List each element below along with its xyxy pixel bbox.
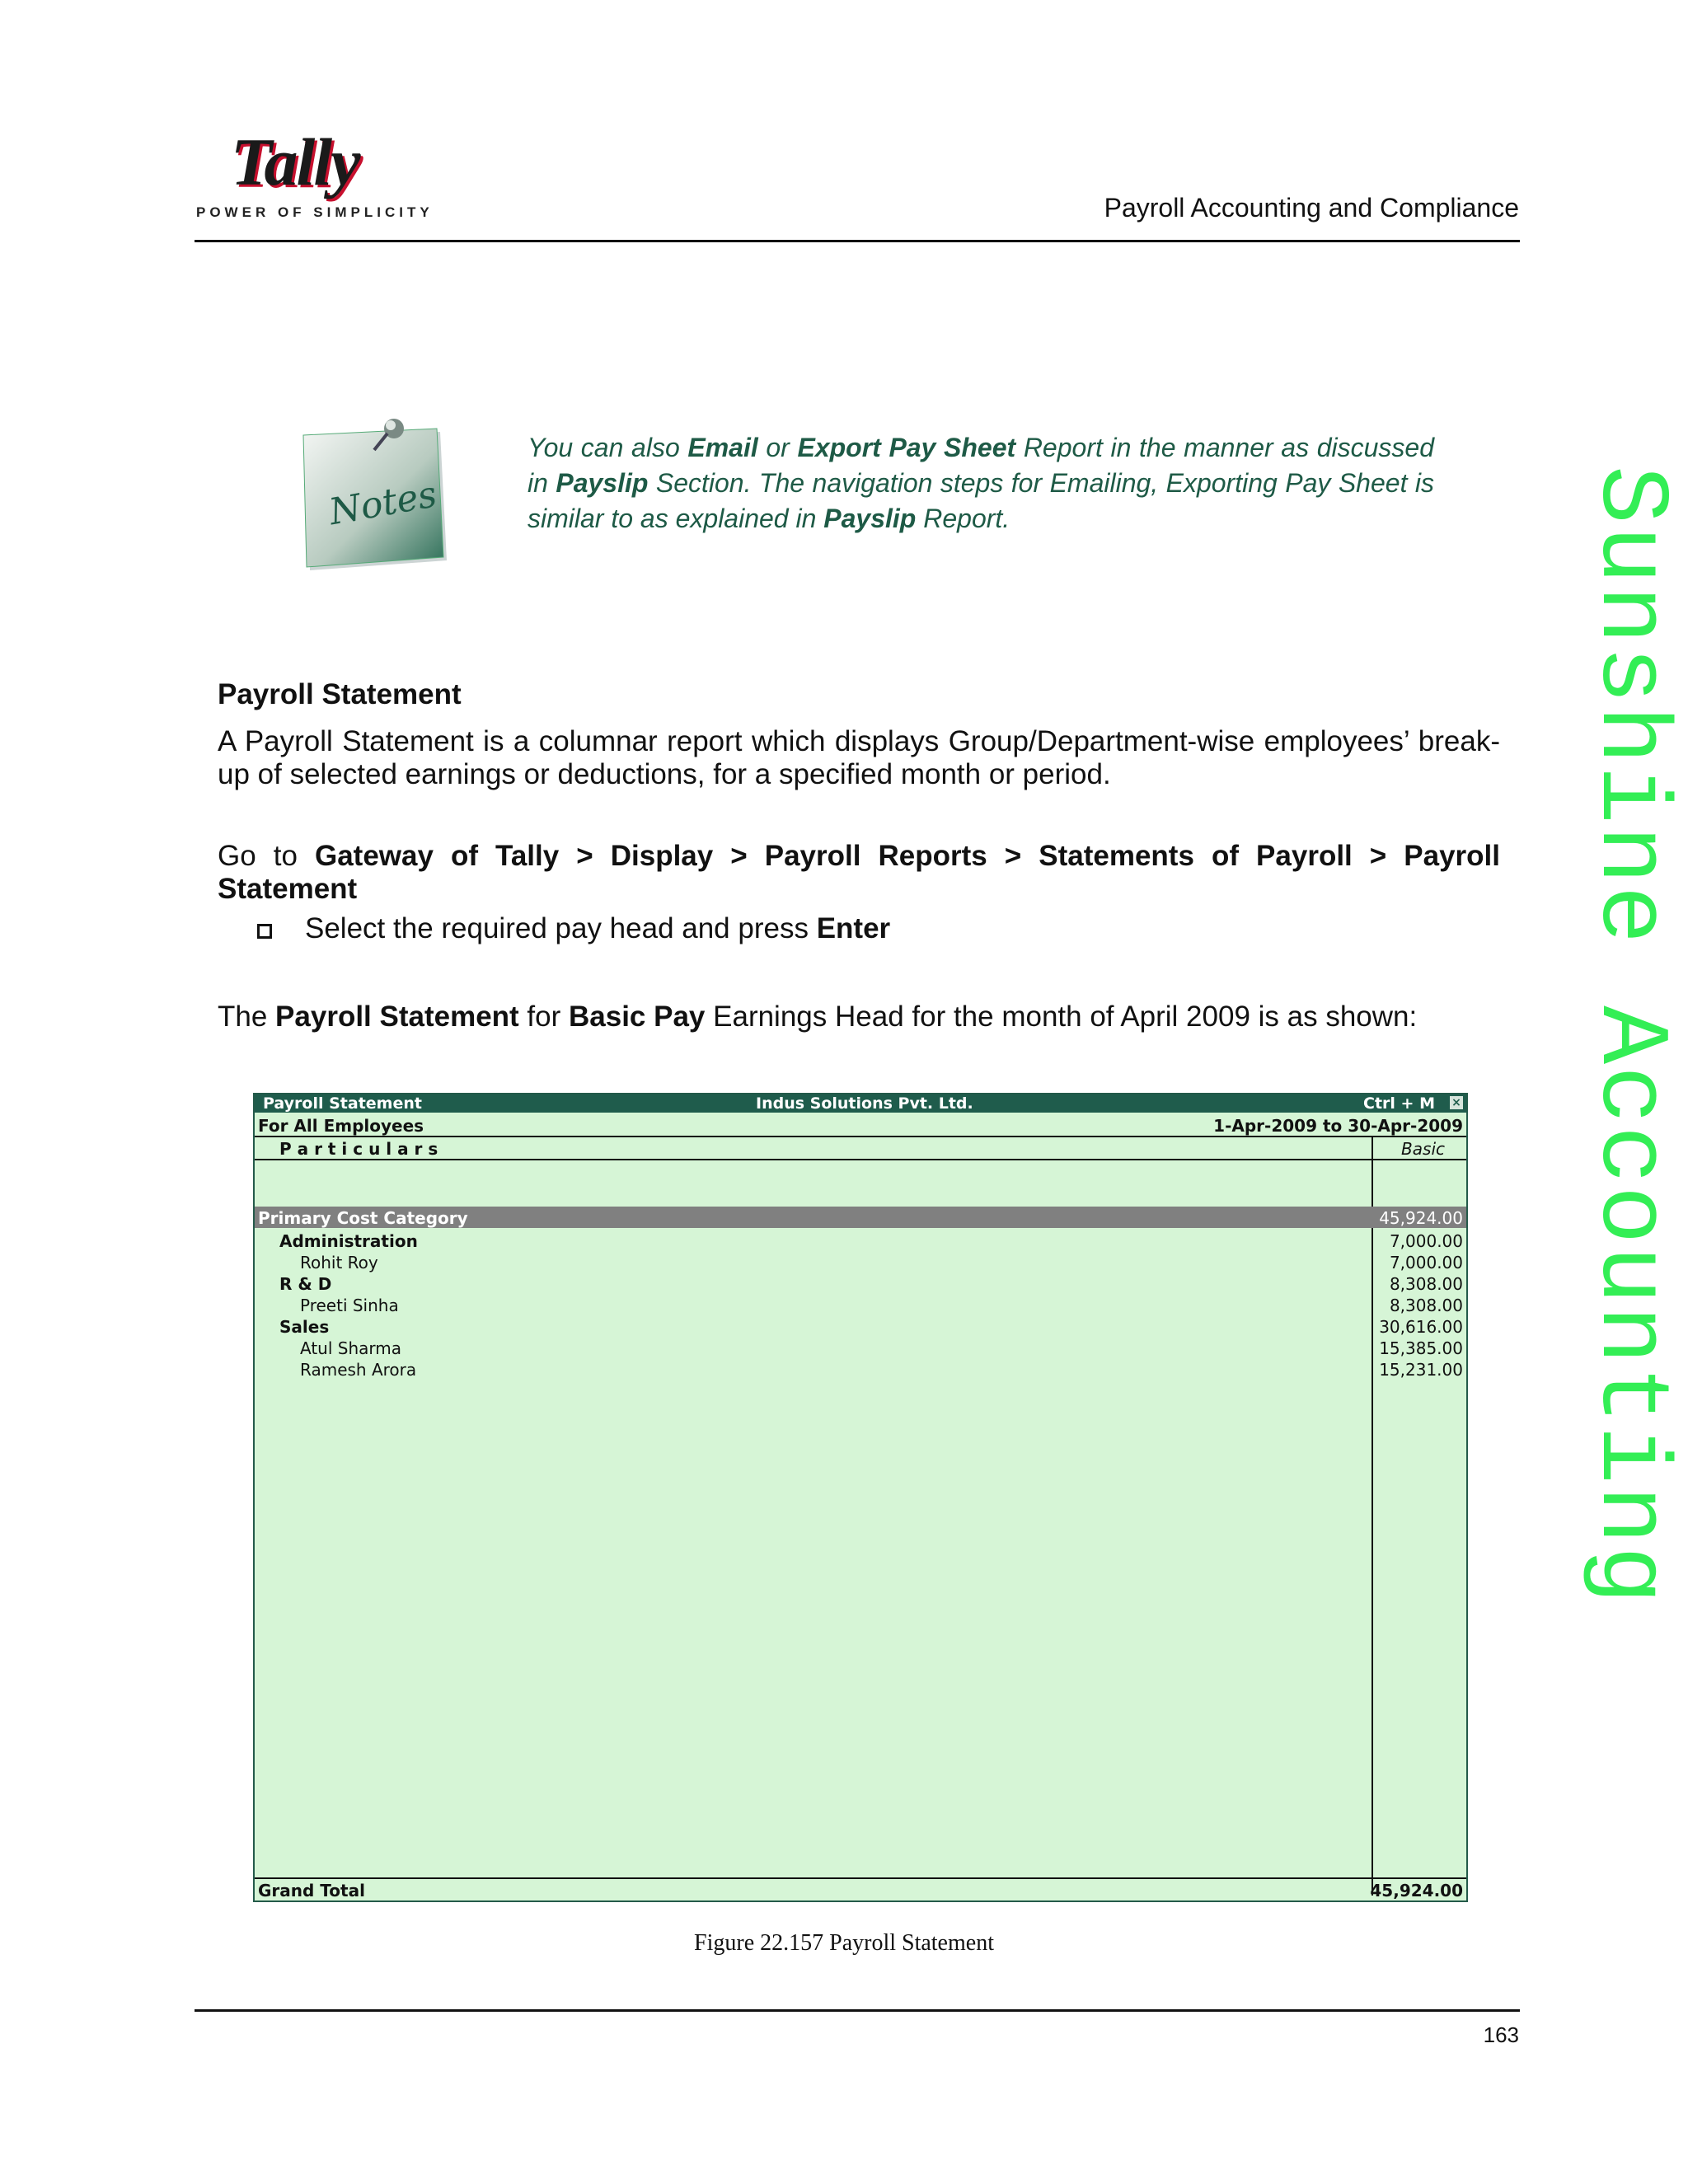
notes-text: You can also Email or Export Pay Sheet Report in the manner as discussed in Payslip Section. The navigation steps for Emailing, Exporting Pay Sheet is similar to as explained in Payslip Report.	[528, 433, 1435, 533]
header-divider	[195, 240, 1520, 242]
group-row[interactable]	[255, 1315, 1466, 1337]
notes-label: Notes	[326, 473, 440, 534]
navigation-path: Go to Gateway of Tally > Display > Payroll Reports > Statements of Payroll > Payroll Statement	[218, 840, 1501, 905]
figure-caption: Figure 22.157 Payroll Statement	[694, 1930, 994, 1956]
category-name: Primary Cost Category	[258, 1208, 468, 1228]
filter-label: For All Employees	[258, 1116, 424, 1136]
group-name: R & D	[279, 1274, 332, 1294]
employee-name: Atul Sharma	[300, 1338, 401, 1358]
employee-row[interactable]	[255, 1294, 1466, 1315]
employee-name: Rohit Roy	[300, 1253, 378, 1272]
group-name: Administration	[279, 1231, 418, 1251]
payroll-statement-screen	[253, 1093, 1468, 1902]
particulars-header: P a r t i c u l a r s	[279, 1139, 438, 1159]
grand-total-amount: 45,924.00	[1370, 1881, 1463, 1900]
footer-divider	[195, 2009, 1520, 2012]
category-amount: 45,924.00	[1379, 1208, 1463, 1228]
section-title: Payroll Statement	[218, 678, 462, 710]
grand-total-label: Grand Total	[258, 1881, 365, 1900]
employee-row[interactable]	[255, 1337, 1466, 1358]
page-number: 163	[1483, 2022, 1519, 2047]
logo-tagline: POWER OF SIMPLICITY	[196, 204, 434, 220]
notes-icon	[297, 410, 470, 575]
employee-name: Ramesh Arora	[300, 1360, 417, 1380]
category-row[interactable]	[255, 1207, 1466, 1228]
employee-row[interactable]	[255, 1251, 1466, 1272]
row-amount: 8,308.00	[1389, 1274, 1463, 1294]
group-name: Sales	[279, 1317, 330, 1337]
close-icon[interactable]: ×	[1450, 1096, 1463, 1109]
employee-row[interactable]	[255, 1358, 1466, 1380]
filter-row	[255, 1114, 1466, 1137]
figure-intro: The Payroll Statement for Basic Pay Earnings Head for the month of April 2009 is as shown:	[218, 1001, 1418, 1033]
header-title: Payroll Accounting and Compliance	[1104, 193, 1519, 223]
row-amount: 30,616.00	[1379, 1317, 1463, 1337]
row-amount: 7,000.00	[1389, 1253, 1463, 1272]
company-name: Indus Solutions Pvt. Ltd.	[756, 1094, 973, 1113]
watermark: Sunshine Accounting	[1574, 466, 1684, 1606]
row-amount: 15,231.00	[1379, 1360, 1463, 1380]
row-amount: 7,000.00	[1389, 1231, 1463, 1251]
group-row[interactable]	[255, 1230, 1466, 1251]
shortcut-label: Ctrl + M	[1363, 1094, 1435, 1113]
bullet-square-icon	[257, 924, 272, 939]
period-label[interactable]: 1-Apr-2009 to 30-Apr-2009	[1213, 1116, 1463, 1136]
bullet-instruction: Select the required pay head and press Enter	[305, 912, 891, 944]
grand-total-row	[255, 1877, 1466, 1900]
section-description: A Payroll Statement is a columnar report which displays Group/Department-wise employees’ break-up of selected earnings or deductions, for a specified month or period.	[218, 725, 1500, 790]
screen-title-bar	[255, 1094, 1466, 1113]
tally-logo: Tally	[231, 124, 359, 199]
employee-name: Preeti Sinha	[300, 1296, 399, 1315]
screen-title: Payroll Statement	[263, 1094, 422, 1113]
row-amount: 15,385.00	[1379, 1338, 1463, 1358]
column-header-row	[255, 1137, 1466, 1160]
basic-column-header: Basic	[1401, 1139, 1445, 1159]
group-row[interactable]	[255, 1272, 1466, 1294]
row-amount: 8,308.00	[1389, 1296, 1463, 1315]
